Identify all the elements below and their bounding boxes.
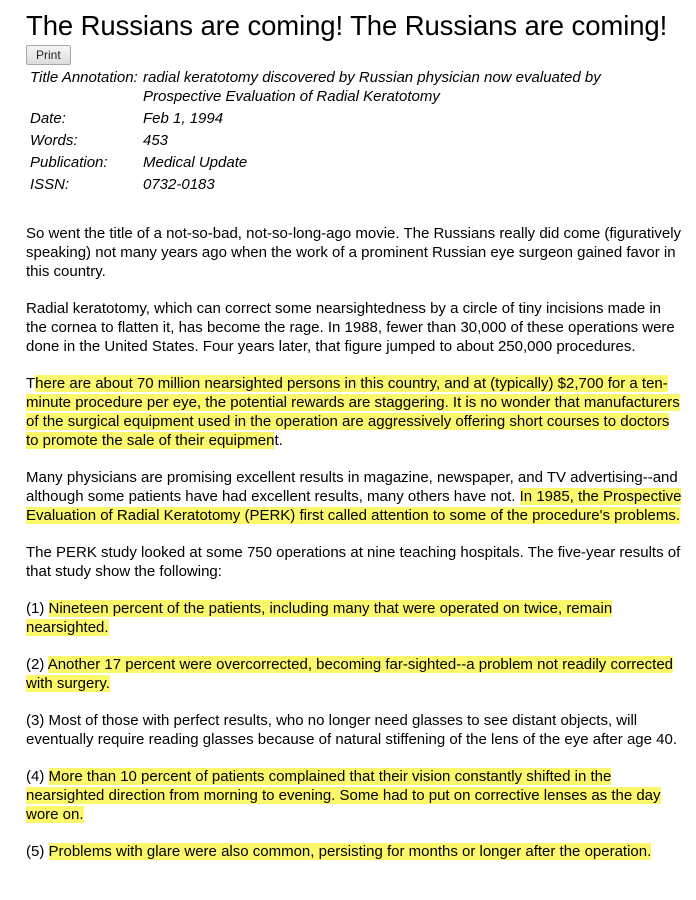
paragraph-4-start: Many physicians are promising excellent results in magazine, newspaper, and TV advertising--and although some patients have had excellent results, many others have not. — [26, 469, 678, 505]
paragraph-9 — [26, 767, 686, 824]
list-number-1: (1) — [26, 600, 49, 617]
paragraph-3-end: t. — [274, 432, 283, 449]
issn-value: 0732-0183 — [143, 176, 215, 193]
paragraph-4 — [26, 468, 686, 525]
list-number-4: (4) — [26, 768, 49, 785]
issn-label: ISSN: — [30, 176, 70, 193]
article-page — [26, 8, 686, 879]
date-label: Date: — [30, 110, 66, 127]
highlight-4: In 1985, the Prospective Evaluation of Radial Keratotomy (PERK) first called attention to some of the procedure's problems. — [26, 488, 682, 524]
paragraph-6 — [26, 599, 686, 637]
paragraph-3-start: T — [26, 375, 36, 392]
article-metadata — [26, 68, 613, 194]
print-button[interactable]: Print — [26, 45, 71, 65]
words-label: Words: — [30, 132, 78, 149]
paragraph-7 — [26, 655, 686, 693]
article-body — [26, 224, 686, 861]
paragraph-5: The PERK study looked at some 750 operations at nine teaching hospitals. The five-year results of that study show the following: — [26, 544, 681, 580]
highlight-3: here are about 70 million nearsighted persons in this country, and at (typically) $2,700 for a ten-minute procedure per eye, the potential rewards are staggering. It is no wonder that manufacturers of the surgical equipment used in the operation are aggressively offering short courses to doctors to promote the sale of their equipmen — [26, 375, 680, 449]
paragraph-10 — [26, 842, 686, 861]
title-annotation-value: radial keratotomy discovered by Russian physician now evaluated by Prospective Evaluation of Radial Keratotomy — [143, 69, 601, 105]
highlight-10: Problems with glare were also common, persisting for months or longer after the operation. — [48, 843, 652, 860]
list-number-2: (2) — [26, 656, 48, 673]
article-title: The Russians are coming! The Russians are coming! — [26, 10, 668, 41]
list-number-5: (5) — [26, 843, 49, 860]
paragraph-1: So went the title of a not-so-bad, not-so-long-ago movie. The Russians really did come (figuratively speaking) not many years ago when the work of a prominent Russian eye surgeon gained favor in this country. — [26, 225, 682, 280]
highlight-9: More than 10 percent of patients complained that their vision constantly shifted in the nearsighted direction from morning to evening. Some had to put on corrective lenses as the day wore on. — [26, 768, 661, 823]
paragraph-8: (3) Most of those with perfect results, who no longer need glasses to see distant objects, will eventually require reading glasses because of natural stiffening of the lens of the eye after age 40. — [26, 712, 677, 748]
title-annotation-label: Title Annotation: — [30, 69, 138, 86]
paragraph-2: Radial keratotomy, which can correct some nearsightedness by a circle of tiny incisions made in the cornea to flatten it, has become the rage. In 1988, fewer than 30,000 of these operations were done in the United States. Four years later, that figure jumped to about 250,000 procedures. — [26, 300, 675, 355]
publication-label: Publication: — [30, 154, 108, 171]
paragraph-3 — [26, 374, 686, 450]
words-value: 453 — [143, 132, 169, 149]
highlight-6: Nineteen percent of the patients, including many that were operated on twice, remain nearsighted. — [26, 600, 613, 636]
publication-value: Medical Update — [143, 154, 248, 171]
date-value: Feb 1, 1994 — [143, 110, 224, 127]
highlight-7: Another 17 percent were overcorrected, becoming far-sighted--a problem not readily corrected with surgery. — [26, 656, 673, 692]
